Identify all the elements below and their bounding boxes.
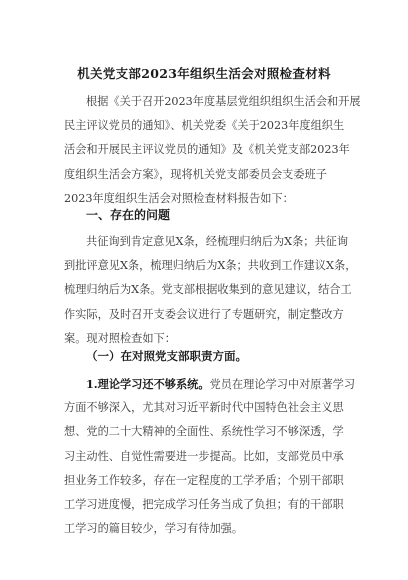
- intro-line: 2023年度组织生活会对照检查材料报告如下：: [64, 191, 294, 205]
- item1-line: 习主动性、自觉性需要进一步提高。比如，支部党员中承: [64, 449, 344, 463]
- document-title: 机关党支部2023年组织生活会对照检查材料: [77, 66, 331, 81]
- item1-line: 方面不够深入，尤其对习近平新时代中国特色社会主义思: [64, 401, 344, 415]
- intro-line: 活会和开展民主评议党员的通知》及《机关党支部2023年: [64, 143, 350, 157]
- section1-line: 梳理归纳后为X条。党支部根据收集到的意见建议，结合工: [64, 283, 352, 297]
- section1-line: 作实际，及时召开支委会议进行了专题研究，制定整改方: [64, 307, 344, 321]
- intro-paragraph: [64, 90, 361, 211]
- item1-line: 想、党的二十大精神的全面性、系统性学习不够深透，学: [64, 425, 344, 439]
- section1-paragraph: [64, 230, 357, 351]
- section-heading: 一、存在的问题: [86, 208, 171, 222]
- item1-paragraph: [64, 372, 356, 541]
- item1-line: 工学习进度慢，把完成学习任务当成了负担；有的干部职: [64, 497, 344, 511]
- item1-lead: 1.理论学习还不够系统。: [86, 377, 210, 391]
- section1-line: 案。现对照检查如下：: [64, 331, 176, 345]
- item1-line: 担业务工作较多，存在一定程度的工学矛盾；个别干部职: [64, 473, 344, 487]
- intro-line: 度组织生活会方案》，现将机关党支部委员会支委班子: [64, 167, 327, 181]
- subsection-heading: （一）在对照党支部职责方面。: [86, 349, 247, 363]
- section1-line: 共征询到肯定意见X条，经梳理归纳后为X条；共征询: [86, 235, 349, 248]
- intro-line: 民主评议党员的通知》、机关党委《关于2023年度组织生: [64, 119, 345, 133]
- intro-line: 根据《关于召开2023年度基层党组织组织生活会和开展: [86, 95, 361, 108]
- item1-first-line-rest: 党员在理论学习中对原著学习: [209, 378, 356, 391]
- section1-line: 到批评意见X条，梳理归纳后为X条；共收到工作建议X条，: [64, 259, 357, 273]
- item1-first-line: [64, 372, 356, 396]
- item1-line: 工学习的篇目较少，学习有待加强。: [64, 522, 244, 536]
